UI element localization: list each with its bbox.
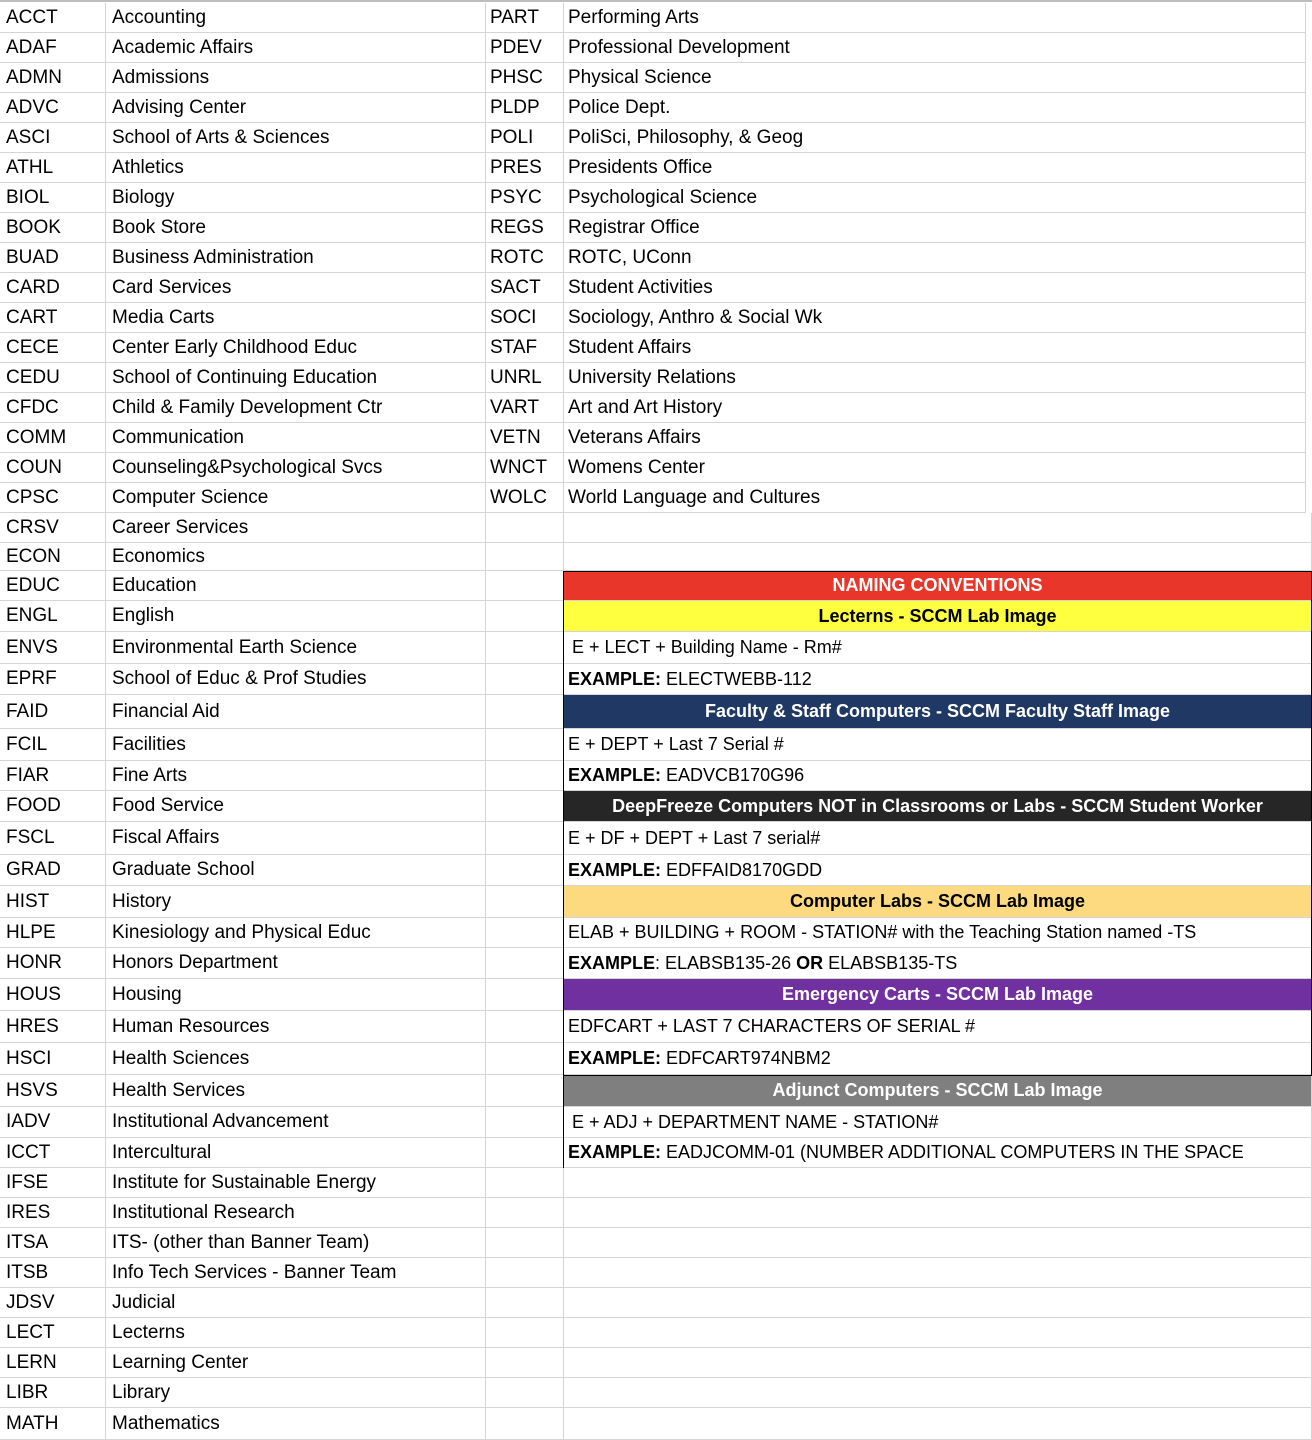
dept-code-cell[interactable]: FCIL xyxy=(0,729,106,761)
empty-cell[interactable] xyxy=(486,948,564,979)
dept-code-cell[interactable]: ACCT xyxy=(0,3,106,33)
faculty-example[interactable] xyxy=(564,761,1312,791)
sheet-top-border xyxy=(0,0,1312,2)
dept-code-cell[interactable]: PSYC xyxy=(486,183,564,213)
empty-cell[interactable] xyxy=(486,1198,564,1228)
example-value: EDFFAID8170GDD xyxy=(666,859,823,880)
empty-cell[interactable] xyxy=(486,1258,564,1288)
dept-code-cell[interactable]: ADVC xyxy=(0,93,106,123)
dept-name-cell[interactable]: Mathematics xyxy=(106,1408,486,1440)
empty-cell[interactable] xyxy=(486,855,564,886)
dept-name-cell[interactable]: University Relations xyxy=(564,363,1306,393)
dept-code-cell[interactable]: POLI xyxy=(486,123,564,153)
dept-code-cell[interactable]: ADMN xyxy=(0,63,106,93)
dept-code-cell[interactable]: ADAF xyxy=(0,33,106,63)
empty-cell[interactable] xyxy=(486,1168,564,1198)
dept-name-cell[interactable]: Economics xyxy=(106,543,486,571)
dept-name-cell[interactable]: Honors Department xyxy=(106,948,486,979)
dept-code-cell[interactable]: VETN xyxy=(486,423,564,453)
example-or: OR xyxy=(796,952,824,973)
dept-code-cell[interactable]: BUAD xyxy=(0,243,106,273)
dept-code-cell[interactable]: CECE xyxy=(0,333,106,363)
empty-cell[interactable] xyxy=(486,761,564,791)
naming-title[interactable]: NAMING CONVENTIONS xyxy=(564,571,1312,601)
dept-name-cell[interactable]: Performing Arts xyxy=(564,3,1306,33)
dept-code-cell[interactable]: CEDU xyxy=(0,363,106,393)
dept-code-cell[interactable]: ITSA xyxy=(0,1228,106,1258)
dept-name-cell[interactable]: Sociology, Anthro & Social Wk xyxy=(564,303,1306,333)
adjunct-formula[interactable]: E + ADJ + DEPARTMENT NAME - STATION# xyxy=(564,1107,1312,1138)
dept-name-cell[interactable]: Health Sciences xyxy=(106,1043,486,1075)
dept-code-cell[interactable]: ASCI xyxy=(0,123,106,153)
dept-code-cell[interactable]: HSCI xyxy=(0,1043,106,1075)
dept-code-cell[interactable]: PLDP xyxy=(486,93,564,123)
dept-code-cell[interactable]: LERN xyxy=(0,1348,106,1378)
dept-name-cell[interactable]: Health Services xyxy=(106,1075,486,1107)
dept-code-cell[interactable]: ICCT xyxy=(0,1138,106,1168)
empty-cell[interactable] xyxy=(486,1318,564,1348)
adjunct-example[interactable] xyxy=(564,1138,1312,1168)
dept-name-cell[interactable]: Registrar Office xyxy=(564,213,1306,243)
dept-code-cell[interactable]: HIST xyxy=(0,886,106,918)
dept-code-cell[interactable]: UNRL xyxy=(486,363,564,393)
dept-name-cell[interactable]: Police Dept. xyxy=(564,93,1306,123)
empty-cell[interactable] xyxy=(486,1011,564,1043)
example-value-2: ELABSB135-TS xyxy=(828,952,958,973)
dept-code-cell[interactable]: IRES xyxy=(0,1198,106,1228)
example-value: EADVCB170G96 xyxy=(666,765,805,785)
dept-name-cell[interactable]: World Language and Cultures xyxy=(564,483,1306,513)
dept-code-cell[interactable]: HLPE xyxy=(0,918,106,948)
dept-code-cell[interactable]: IADV xyxy=(0,1107,106,1138)
dept-name-cell[interactable]: Presidents Office xyxy=(564,153,1306,183)
dept-code-cell[interactable]: JDSV xyxy=(0,1288,106,1318)
dept-name-cell[interactable]: Media Carts xyxy=(106,303,486,333)
dept-code-cell[interactable]: GRAD xyxy=(0,855,106,886)
empty-cell[interactable] xyxy=(564,1258,1312,1288)
dept-name-cell[interactable]: Center Early Childhood Educ xyxy=(106,333,486,363)
faculty-formula[interactable]: E + DEPT + Last 7 Serial # xyxy=(564,729,1312,761)
dept-name-cell[interactable]: English xyxy=(106,601,486,632)
dept-name-cell[interactable]: Institutional Research xyxy=(106,1198,486,1228)
dept-code-cell[interactable]: COUN xyxy=(0,453,106,483)
empty-cell[interactable] xyxy=(564,1378,1312,1408)
empty-cell[interactable] xyxy=(486,601,564,632)
dept-name-cell[interactable]: Graduate School xyxy=(106,855,486,886)
empty-cell[interactable] xyxy=(564,1228,1312,1258)
dept-name-cell[interactable]: Institute for Sustainable Energy xyxy=(106,1168,486,1198)
dept-code-cell[interactable]: HSVS xyxy=(0,1075,106,1107)
dept-name-cell[interactable]: ROTC, UConn xyxy=(564,243,1306,273)
dept-code-cell[interactable]: ENVS xyxy=(0,632,106,664)
dept-code-cell[interactable]: CRSV xyxy=(0,513,106,543)
dept-name-cell[interactable]: Learning Center xyxy=(106,1348,486,1378)
empty-cell[interactable] xyxy=(564,1318,1312,1348)
empty-cell[interactable] xyxy=(564,1168,1312,1198)
dept-name-cell[interactable]: Computer Science xyxy=(106,483,486,513)
dept-name-cell[interactable]: Physical Science xyxy=(564,63,1306,93)
dept-name-cell[interactable]: Academic Affairs xyxy=(106,33,486,63)
dept-code-cell[interactable]: ECON xyxy=(0,543,106,571)
dept-code-cell[interactable]: HRES xyxy=(0,1011,106,1043)
empty-cell[interactable] xyxy=(564,543,1312,571)
dept-code-cell[interactable]: PDEV xyxy=(486,33,564,63)
empty-cell[interactable] xyxy=(564,1288,1312,1318)
dept-name-cell[interactable]: Housing xyxy=(106,979,486,1011)
dept-code-cell[interactable]: REGS xyxy=(486,213,564,243)
dept-name-cell[interactable]: Advising Center xyxy=(106,93,486,123)
empty-cell[interactable] xyxy=(486,513,564,543)
dept-name-cell[interactable]: Psychological Science xyxy=(564,183,1306,213)
example-label: EXAMPLE: xyxy=(568,765,662,785)
dept-name-cell[interactable]: Library xyxy=(106,1378,486,1408)
dept-code-cell[interactable]: MATH xyxy=(0,1408,106,1440)
dept-code-cell[interactable]: BIOL xyxy=(0,183,106,213)
dept-code-cell[interactable]: CARD xyxy=(0,273,106,303)
deepfreeze-formula[interactable]: E + DF + DEPT + Last 7 serial# xyxy=(564,822,1312,855)
empty-cell[interactable] xyxy=(486,1348,564,1378)
dept-code-cell[interactable]: STAF xyxy=(486,333,564,363)
dept-code-cell[interactable]: LIBR xyxy=(0,1378,106,1408)
empty-cell[interactable] xyxy=(486,543,564,571)
dept-name-cell[interactable]: Art and Art History xyxy=(564,393,1306,423)
dept-name-cell[interactable]: Environmental Earth Science xyxy=(106,632,486,664)
empty-cell[interactable] xyxy=(486,918,564,948)
dept-name-cell[interactable]: Info Tech Services - Banner Team xyxy=(106,1258,486,1288)
adjunct-header[interactable]: Adjunct Computers - SCCM Lab Image xyxy=(564,1075,1312,1107)
dept-name-cell[interactable]: Child & Family Development Ctr xyxy=(106,393,486,423)
dept-code-cell[interactable]: SOCI xyxy=(486,303,564,333)
dept-name-cell[interactable]: Student Activities xyxy=(564,273,1306,303)
dept-code-cell[interactable]: PART xyxy=(486,3,564,33)
emergency-header[interactable]: Emergency Carts - SCCM Lab Image xyxy=(564,979,1312,1011)
dept-name-cell[interactable]: Admissions xyxy=(106,63,486,93)
empty-cell[interactable] xyxy=(564,1408,1312,1440)
empty-cell[interactable] xyxy=(486,729,564,761)
dept-name-cell[interactable]: Veterans Affairs xyxy=(564,423,1306,453)
dept-code-cell[interactable]: ENGL xyxy=(0,601,106,632)
dept-name-cell[interactable]: Judicial xyxy=(106,1288,486,1318)
empty-cell[interactable] xyxy=(486,695,564,729)
dept-code-cell[interactable]: EPRF xyxy=(0,664,106,695)
dept-name-cell[interactable]: Book Store xyxy=(106,213,486,243)
example-label: EXAMPLE: xyxy=(568,1142,662,1162)
dept-name-cell[interactable]: Communication xyxy=(106,423,486,453)
dept-name-cell[interactable]: Education xyxy=(106,571,486,601)
empty-cell[interactable] xyxy=(486,1138,564,1168)
empty-cell[interactable] xyxy=(486,1107,564,1138)
empty-cell[interactable] xyxy=(564,1198,1312,1228)
dept-name-cell[interactable]: Professional Development xyxy=(564,33,1306,63)
dept-name-cell[interactable]: Student Affairs xyxy=(564,333,1306,363)
dept-code-cell[interactable]: CFDC xyxy=(0,393,106,423)
dept-code-cell[interactable]: EDUC xyxy=(0,571,106,601)
example-label: EXAMPLE: xyxy=(568,859,662,880)
empty-cell[interactable] xyxy=(564,1348,1312,1378)
dept-name-cell[interactable]: Human Resources xyxy=(106,1011,486,1043)
dept-name-cell[interactable]: School of Arts & Sciences xyxy=(106,123,486,153)
dept-name-cell[interactable]: Financial Aid xyxy=(106,695,486,729)
empty-cell[interactable] xyxy=(486,1408,564,1440)
dept-name-cell[interactable]: Athletics xyxy=(106,153,486,183)
deepfreeze-example[interactable] xyxy=(564,855,1312,886)
dept-name-cell[interactable]: Business Administration xyxy=(106,243,486,273)
faculty-header[interactable]: Faculty & Staff Computers - SCCM Faculty Staff Image xyxy=(564,695,1312,729)
dept-code-cell[interactable]: ATHL xyxy=(0,153,106,183)
empty-cell[interactable] xyxy=(486,571,564,601)
empty-cell[interactable] xyxy=(486,1378,564,1408)
example-value: ELECTWEBB-112 xyxy=(666,668,812,689)
example-label: EXAMPLE: xyxy=(568,1048,662,1068)
dept-name-cell[interactable]: Kinesiology and Physical Educ xyxy=(106,918,486,948)
dept-code-cell[interactable]: ROTC xyxy=(486,243,564,273)
dept-name-cell[interactable]: Facilities xyxy=(106,729,486,761)
empty-cell[interactable] xyxy=(486,822,564,855)
dept-code-cell[interactable]: SACT xyxy=(486,273,564,303)
dept-name-cell[interactable]: Institutional Advancement xyxy=(106,1107,486,1138)
dept-code-cell[interactable]: IFSE xyxy=(0,1168,106,1198)
dept-name-cell[interactable]: Womens Center xyxy=(564,453,1306,483)
dept-code-cell[interactable]: PHSC xyxy=(486,63,564,93)
emergency-formula[interactable]: EDFCART + LAST 7 CHARACTERS OF SERIAL # xyxy=(564,1011,1312,1043)
dept-name-cell[interactable]: ITS- (other than Banner Team) xyxy=(106,1228,486,1258)
dept-name-cell[interactable]: Career Services xyxy=(106,513,486,543)
dept-name-cell[interactable]: School of Educ & Prof Studies xyxy=(106,664,486,695)
empty-cell[interactable] xyxy=(486,791,564,822)
dept-name-cell[interactable]: Accounting xyxy=(106,3,486,33)
deepfreeze-header[interactable]: DeepFreeze Computers NOT in Classrooms or Labs - SCCM Student Worker xyxy=(564,791,1312,822)
dept-name-cell[interactable]: Intercultural xyxy=(106,1138,486,1168)
dept-name-cell[interactable]: Card Services xyxy=(106,273,486,303)
dept-code-cell[interactable]: HONR xyxy=(0,948,106,979)
dept-code-cell[interactable]: FSCL xyxy=(0,822,106,855)
dept-code-cell[interactable]: ITSB xyxy=(0,1258,106,1288)
empty-cell[interactable] xyxy=(486,886,564,918)
dept-code-cell[interactable]: WOLC xyxy=(486,483,564,513)
dept-name-cell[interactable]: History xyxy=(106,886,486,918)
dept-name-cell[interactable]: Counseling&Psychological Svcs xyxy=(106,453,486,483)
dept-name-cell[interactable]: Fine Arts xyxy=(106,761,486,791)
dept-code-cell[interactable]: CART xyxy=(0,303,106,333)
dept-code-cell[interactable]: FOOD xyxy=(0,791,106,822)
empty-cell[interactable] xyxy=(486,979,564,1011)
example-value: EDFCART974NBM2 xyxy=(666,1048,831,1068)
dept-name-cell[interactable]: PoliSci, Philosophy, & Geog xyxy=(564,123,1306,153)
labs-formula[interactable]: ELAB + BUILDING + ROOM - STATION# with the Teaching Station named -TS xyxy=(564,918,1312,948)
empty-cell[interactable] xyxy=(486,664,564,695)
lecterns-example[interactable] xyxy=(564,664,1312,695)
empty-cell[interactable] xyxy=(486,1228,564,1258)
dept-code-cell[interactable]: FIAR xyxy=(0,761,106,791)
lecterns-formula[interactable]: E + LECT + Building Name - Rm# xyxy=(564,632,1312,664)
lecterns-header[interactable]: Lecterns - SCCM Lab Image xyxy=(564,601,1312,632)
dept-code-cell[interactable]: FAID xyxy=(0,695,106,729)
dept-name-cell[interactable]: Food Service xyxy=(106,791,486,822)
dept-name-cell[interactable]: Fiscal Affairs xyxy=(106,822,486,855)
empty-cell[interactable] xyxy=(564,513,1312,543)
dept-code-cell[interactable]: WNCT xyxy=(486,453,564,483)
dept-code-cell[interactable]: VART xyxy=(486,393,564,423)
dept-name-cell[interactable]: Biology xyxy=(106,183,486,213)
empty-cell[interactable] xyxy=(486,1288,564,1318)
empty-cell[interactable] xyxy=(486,1075,564,1107)
example-value: EADJCOMM-01 (NUMBER ADDITIONAL COMPUTERS IN THE SPACE xyxy=(666,1142,1244,1162)
labs-header[interactable]: Computer Labs - SCCM Lab Image xyxy=(564,886,1312,918)
dept-code-cell[interactable]: HOUS xyxy=(0,979,106,1011)
labs-example[interactable] xyxy=(564,948,1312,979)
empty-cell[interactable] xyxy=(486,1043,564,1075)
dept-name-cell[interactable]: Lecterns xyxy=(106,1318,486,1348)
dept-code-cell[interactable]: BOOK xyxy=(0,213,106,243)
dept-code-cell[interactable]: PRES xyxy=(486,153,564,183)
example-label: EXAMPLE xyxy=(568,952,656,973)
emergency-example[interactable] xyxy=(564,1043,1312,1075)
dept-code-cell[interactable]: CPSC xyxy=(0,483,106,513)
dept-code-cell[interactable]: COMM xyxy=(0,423,106,453)
example-value: : ELABSB135-26 xyxy=(655,952,792,973)
dept-code-cell[interactable]: LECT xyxy=(0,1318,106,1348)
empty-cell[interactable] xyxy=(486,632,564,664)
dept-name-cell[interactable]: School of Continuing Education xyxy=(106,363,486,393)
example-label: EXAMPLE: xyxy=(568,668,662,689)
